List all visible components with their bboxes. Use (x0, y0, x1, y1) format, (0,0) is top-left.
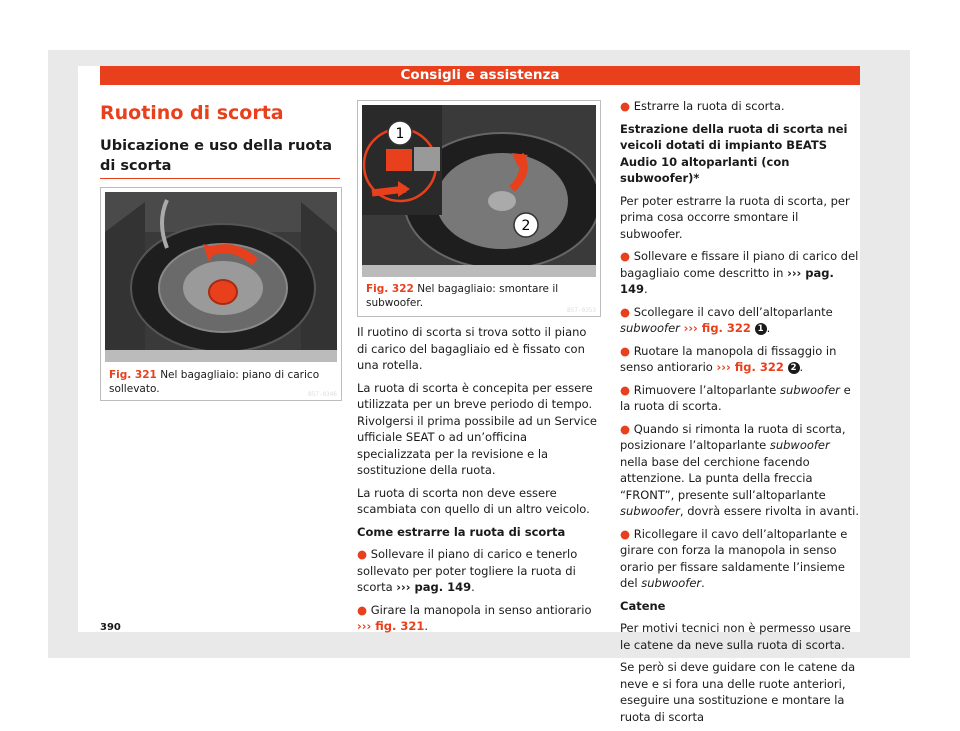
callout-1: 1 (395, 126, 405, 142)
section-divider (100, 178, 340, 179)
subwoofer-photo (362, 105, 596, 277)
figure-link[interactable]: ››› fig. 321 (357, 619, 425, 633)
list-item: ● Quando si rimonta la ruota di scorta, posizionare l’altoparlante subwoofer nella base del cerchione facendo attenzione. La punta della freccia “FRONT”, presente sull’altoparlante subwoofer, dovrà essere rivolta in avanti. (620, 421, 860, 518)
paragraph: La ruota di scorta è concepita per essere utilizzata per un breve periodo di tempo. Rivolgersi il prima possibile ad un Service ufficiale SEAT o ad un’officina specializzata per la revisione e la sostituzione della ruota. (357, 380, 598, 477)
section-subtitle: Ubicazione e uso della ruota di scorta (100, 138, 333, 174)
spare-wheel-photo (105, 192, 337, 362)
figure-link[interactable]: ››› fig. 322 (683, 321, 751, 335)
bullet-icon: ● (620, 421, 631, 436)
figure-caption (366, 282, 590, 310)
figure-caption-text: Nel bagagliaio: smontare il subwoofer. (366, 283, 559, 309)
subsection-heading: Estrazione della ruota di scorta nei veicoli dotati di impianto BEATS Audio 10 altoparlanti (con subwoofer)* (620, 121, 848, 185)
subsection-heading: Catene (620, 598, 666, 613)
figure-code: B57-0346 (308, 391, 337, 398)
paragraph: Se però si deve guidare con le catene da neve e si fora una delle ruote anteriori, eseguire una sostituzione e montare la ruota di scorta (620, 660, 856, 724)
paragraph: La ruota di scorta non deve essere scambiata con quello di un altro veicolo. (357, 485, 590, 516)
page-link[interactable]: ››› pag. 149 (620, 265, 834, 296)
bullet-icon: ● (620, 382, 631, 397)
figure-321 (100, 187, 342, 401)
list-item: ● Rimuovere l’altoparlante subwoofer e la ruota di scorta. (620, 382, 851, 413)
spare-wheel-illustration (105, 192, 337, 362)
figure-322 (357, 100, 601, 317)
figure-code: B57-0353 (567, 307, 596, 314)
list-item: ● Ricollegare il cavo dell’altoparlante e girare con forza la manopola in senso orario per fissare saldamente l’insieme del subwoofer. (620, 526, 848, 590)
figure-number: Fig. 322 (366, 283, 414, 295)
callout-number-icon: 2 (788, 362, 800, 374)
bullet-icon: ● (357, 602, 368, 617)
bullet-icon: ● (620, 526, 631, 541)
bullet-icon: ● (620, 99, 631, 113)
list-item: ● Sollevare e fissare il piano di carico del bagagliaio come descritto in ››› pag. 149. (620, 249, 859, 296)
chapter-header: Consigli e assistenza (100, 66, 860, 85)
paragraph: Per poter estrarre la ruota di scorta, per prima cosa occorre smontare il subwoofer. (620, 193, 850, 241)
section-title: Ruotino di scorta (100, 102, 284, 124)
paragraph: Per motivi tecnici non è permesso usare le catene da neve sulla ruota di scorta. (620, 621, 851, 652)
list-item: ● Estrarre la ruota di scorta. (620, 99, 785, 113)
subwoofer-illustration (362, 105, 596, 277)
figure-link[interactable]: ››› fig. 322 (716, 360, 784, 374)
list-item: ● Sollevare il piano di carico e tenerlo sollevato per poter togliere la ruota di scorta ››› pag. 149. (357, 547, 578, 594)
bullet-icon: ● (357, 547, 368, 561)
figure-caption (109, 368, 333, 396)
text-column-middle (357, 324, 600, 641)
callout-2: 2 (521, 218, 531, 234)
callout-number-icon: 1 (755, 323, 767, 335)
list-item: ● Ruotare la manopola di fissaggio in senso antiorario ››› fig. 322 2 . (620, 343, 837, 374)
paragraph: Il ruotino di scorta si trova sotto il piano di carico del bagagliaio ed è fissato con una rotella. (357, 325, 587, 372)
page-link[interactable]: ››› pag. 149 (396, 580, 472, 594)
text-column-right (620, 98, 860, 731)
subsection-heading: Come estrarre la ruota di scorta (357, 524, 566, 539)
list-item: ● Scollegare il cavo dell’altoparlante subwoofer ››› fig. 322 1 . (620, 304, 833, 335)
list-item: ● Girare la manopola in senso antiorario ››› fig. 321. (357, 602, 592, 633)
bullet-icon: ● (620, 249, 631, 263)
bullet-icon: ● (620, 304, 631, 319)
figure-caption-text: Nel bagagliaio: piano di carico sollevato. (109, 369, 320, 395)
figure-number: Fig. 321 (109, 369, 157, 381)
page-number: 390 (100, 622, 121, 633)
bullet-icon: ● (620, 343, 631, 358)
